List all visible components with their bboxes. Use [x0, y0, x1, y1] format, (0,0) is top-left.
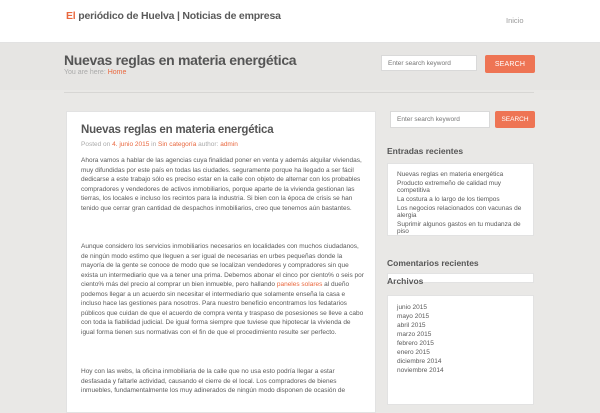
archive-link[interactable]: enero 2015 — [397, 349, 430, 356]
logo-text: periódico de Huelva | Noticias de empresa — [78, 10, 281, 22]
sidebar-search-button[interactable]: SEARCH — [495, 111, 535, 128]
meta-posted-label: Posted on — [81, 141, 111, 148]
recent-post-link[interactable]: Producto extremeño de calidad muy competitiva — [397, 180, 502, 194]
archives-heading: Archivos — [387, 276, 424, 286]
article-paragraph-2 — [81, 242, 366, 337]
recent-comments-heading: Comentarios recientes — [387, 258, 479, 268]
breadcrumb-prefix: You are here: — [64, 69, 106, 76]
paragraph-2-text-b: al dueño podemos llegar a un acuerdo sin necesitar el intermediario que solamente enseña la casa e incluso hace las gestiones para nosotros. Para nuestro beneficio encontramos los fedatarios públicos que cuidan de que el acuerdo de compra venta y traspaso de posesiones se lleve a cabo con toda la fiabilidad judicial. De igual forma siempre que tuviese que hipotecar la vivienda de igual forma tienen sus normativas con el fin de que el procedimiento resulte ser perfecto. — [81, 281, 364, 336]
recent-post-link[interactable]: La costura a lo largo de los tiempos — [397, 196, 500, 203]
header-search-button[interactable]: SEARCH — [485, 55, 535, 73]
header-search-input[interactable] — [381, 55, 477, 71]
nav-item-inicio[interactable]: Inicio — [506, 16, 524, 25]
paneles-solares-link[interactable]: paneles solares — [276, 281, 323, 288]
sidebar-search-input[interactable] — [390, 111, 490, 128]
breadcrumb — [64, 69, 126, 76]
archive-link[interactable]: noviembre 2014 — [397, 367, 444, 374]
page-title: Nuevas reglas en materia energética — [64, 52, 297, 68]
site-logo[interactable] — [66, 10, 281, 22]
recent-post-link[interactable]: Suprimir algunos gastos en tu mudanza de piso — [397, 221, 521, 235]
archive-link[interactable]: diciembre 2014 — [397, 358, 442, 365]
archive-link[interactable]: mayo 2015 — [397, 313, 430, 320]
article-title[interactable]: Nuevas reglas en materia energética — [81, 124, 274, 136]
article-meta — [81, 141, 238, 148]
article-paragraph-1: Ahora vamos a hablar de las agencias cuya finalidad poner en venta y además alquilar viviendas, muy difundidas por este país en todas las ciudades. seguramente porque ha llegado a ser fácil dedicarse a este trabajo sólo es preciso estar en la calle con objeto de alternar con los probables compradores y vendedores de activos inmobiliarios, porque aparte de la vivienda gestionan las tierras, los locales e incluso los recintos para la industria. Si bien con la época de crisis se han tenido que cerrar gran cantidad de despachos inmobiliarios, creo que tenemos aún bastantes. — [81, 157, 362, 212]
logo-accent: El — [66, 10, 76, 22]
archive-link[interactable]: abril 2015 — [397, 322, 426, 329]
meta-in-label: in — [151, 141, 157, 148]
meta-date-link[interactable]: 4. junio 2015 — [112, 141, 150, 148]
hero-divider — [64, 92, 534, 93]
recent-post-link[interactable]: Los negocios relacionados con vacunas de alergia — [397, 205, 522, 219]
meta-category-link[interactable]: Sin categoría — [158, 141, 197, 148]
recent-posts-heading: Entradas recientes — [387, 146, 464, 156]
breadcrumb-home-link[interactable]: Home — [107, 69, 127, 76]
article-paragraph-3: Hoy con las webs, la oficina inmobiliaria de la calle que no usa esto podría llegar a estar desfasada y faltarle actividad, causando el cierre de el local. Los compradores de bienes inmuebles, fundamentalmente los muy adinerados de ningún modo disponen de ocasión de — [81, 368, 346, 394]
meta-author-link[interactable]: admin — [220, 141, 238, 148]
meta-author-label: author: — [198, 141, 219, 148]
archive-link[interactable]: marzo 2015 — [397, 331, 432, 338]
recent-post-link[interactable]: Nuevas reglas en materia energética — [397, 171, 504, 178]
archive-link[interactable]: junio 2015 — [397, 304, 427, 311]
archive-link[interactable]: febrero 2015 — [397, 340, 434, 347]
paragraph-2-text-a: Aunque considero los servicios inmobiliarios necesarios en localidades con muchos ciudadanos, de ningún modo estimo que lleguen a ser igual de necesarias en urbes pequeñas donde la mayoría de la gente se conoce de modo que se localizan vendedores y compradores sin que exista un intermediario que va a tener una prima. Debemos abonar el cinco por ciento% o seis por ciento% más del precio al comprar un bien inmueble, pero hallando — [81, 243, 364, 288]
